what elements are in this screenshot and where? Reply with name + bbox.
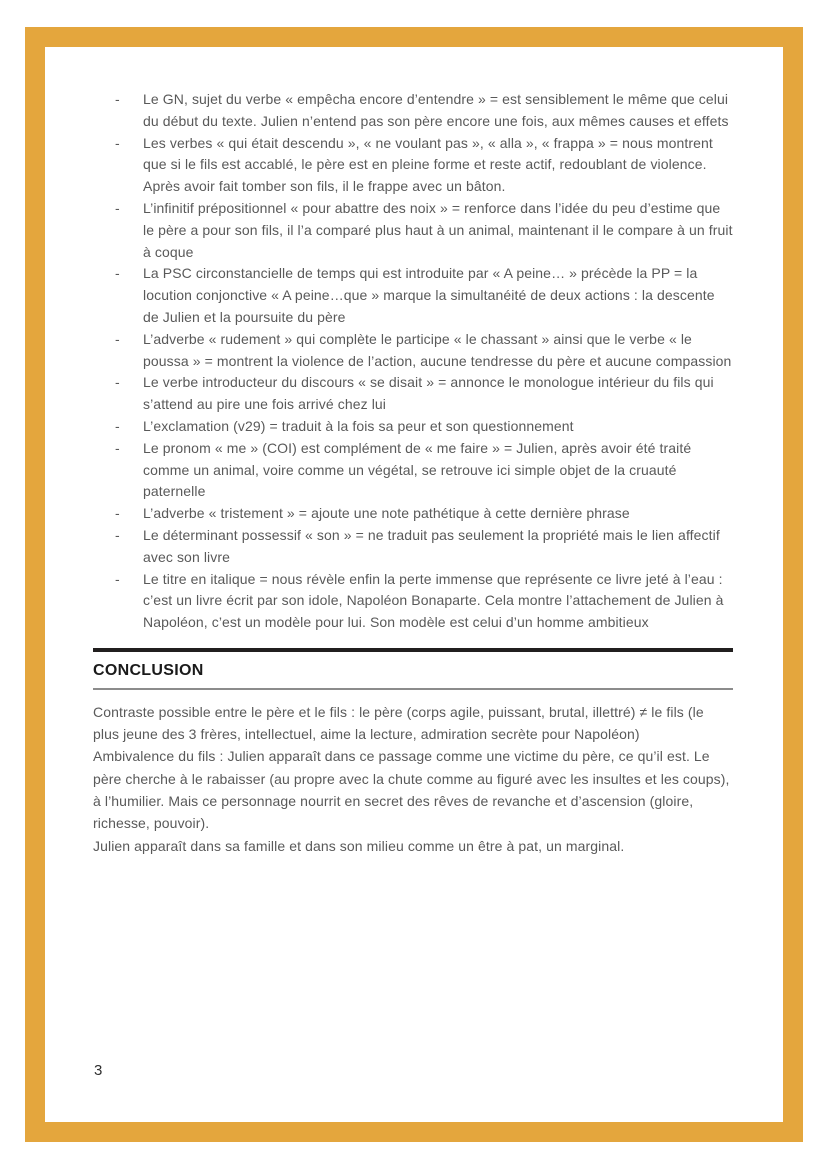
conclusion-section (93, 648, 733, 857)
list-item (93, 503, 733, 525)
list-item (93, 89, 733, 133)
list-item (93, 133, 733, 198)
thick-divider-rule (93, 648, 733, 652)
bullet-text: La PSC circonstancielle de temps qui est introduite par « A peine… » précède la PP = la locution conjonctive « A peine…que » marque la simultanéité de deux actions : la descente de Julien et la poursuite du père (143, 265, 715, 325)
bullet-text: L’adverbe « rudement » qui complète le participe « le chassant » ainsi que le verbe « le poussa » = montrent la violence de l’action, aucune tendresse du père et aucune compassion (143, 330, 732, 369)
bullet-dash: - (115, 505, 120, 522)
bullet-text: L’infinitif prépositionnel « pour abattre des noix » = renforce dans l’idée du peu d’estime que le père a pour son fils, il l’a comparé plus haut à un animal, maintenant il le compare à un fruit à coque (143, 199, 733, 260)
conclusion-heading: CONCLUSION (93, 661, 204, 679)
bullet-text: Le déterminant possessif « son » = ne traduit pas seulement la propriété mais le lien affectif avec son livre (143, 526, 720, 565)
list-item (93, 198, 733, 263)
bullet-dash: - (115, 330, 120, 347)
bullet-text: Les verbes « qui était descendu », « ne voulant pas », « alla », « frappa » = nous montrent que si le fils est accablé, le père est en pleine forme et reste actif, redoublant de violence. Après avoir fait tomber son fils, il le frappe avec un bâton. (143, 134, 713, 195)
list-item (93, 372, 733, 416)
conclusion-paragraph: Julien apparaît dans sa famille et dans son milieu comme un être à pat, un marginal. (93, 837, 625, 854)
bullet-dash: - (115, 134, 120, 151)
bullet-dash: - (115, 570, 120, 587)
bullet-text: L’adverbe « tristement » = ajoute une note pathétique à cette dernière phrase (143, 505, 630, 522)
bullet-dash: - (115, 526, 120, 543)
bullet-text: L’exclamation (v29) = traduit à la fois sa peur et son questionnement (143, 417, 574, 434)
bullet-text: Le pronom « me » (COI) est complément de « me faire » = Julien, après avoir été traité comme un animal, voire comme un végétal, se retrouve ici simple objet de la cruauté paternelle (143, 439, 692, 500)
page-number: 3 (94, 1062, 103, 1079)
page-content (93, 89, 733, 857)
thin-divider-rule (93, 688, 733, 690)
bullet-dash: - (115, 417, 120, 434)
list-item (93, 329, 733, 373)
bullet-text: Le verbe introducteur du discours « se disait » = annonce le monologue intérieur du fils qui s’attend au pire une fois arrivé chez lui (143, 374, 714, 413)
bullet-dash: - (115, 265, 120, 282)
bullet-text: Le GN, sujet du verbe « empêcha encore d’entendre » = est sensiblement le même que celui du début du texte. Julien n’entend pas son père encore une fois, aux mêmes causes et effets (143, 91, 729, 129)
conclusion-paragraph: Contraste possible entre le père et le fils : le père (corps agile, puissant, brutal, illettré) ≠ le fils (le plus jeune des 3 frères, intellectuel, aime la lecture, admiration secrète pour Napoléon) (93, 703, 704, 743)
list-item (93, 438, 733, 503)
list-item (93, 263, 733, 328)
bullet-text: Le titre en italique = nous révèle enfin la perte immense que représente ce livre jeté à l’eau : c’est un livre écrit par son idole, Napoléon Bonaparte. Cela montre l’attachement de Julien à Napoléon, c’est un modèle pour lui. Son modèle est celui d’un homme ambitieux (143, 570, 724, 631)
list-item (93, 569, 733, 634)
list-item (93, 525, 733, 569)
bullet-dash: - (115, 91, 120, 107)
conclusion-paragraph: Ambivalence du fils : Julien apparaît dans ce passage comme une victime du père, ce qu’il est. Le père cherche à le rabaisser (au propre avec la chute comme au figuré avec les insultes et les coups), à l’humilier. Mais ce personnage nourrit en secret des rêves de revanche et d’ascension (gloire, richesse, pouvoir). (93, 748, 730, 832)
analysis-bullet-list (93, 89, 733, 634)
bullet-dash: - (115, 199, 120, 216)
list-item (93, 416, 733, 438)
bullet-dash: - (115, 374, 120, 391)
bullet-dash: - (115, 439, 120, 456)
